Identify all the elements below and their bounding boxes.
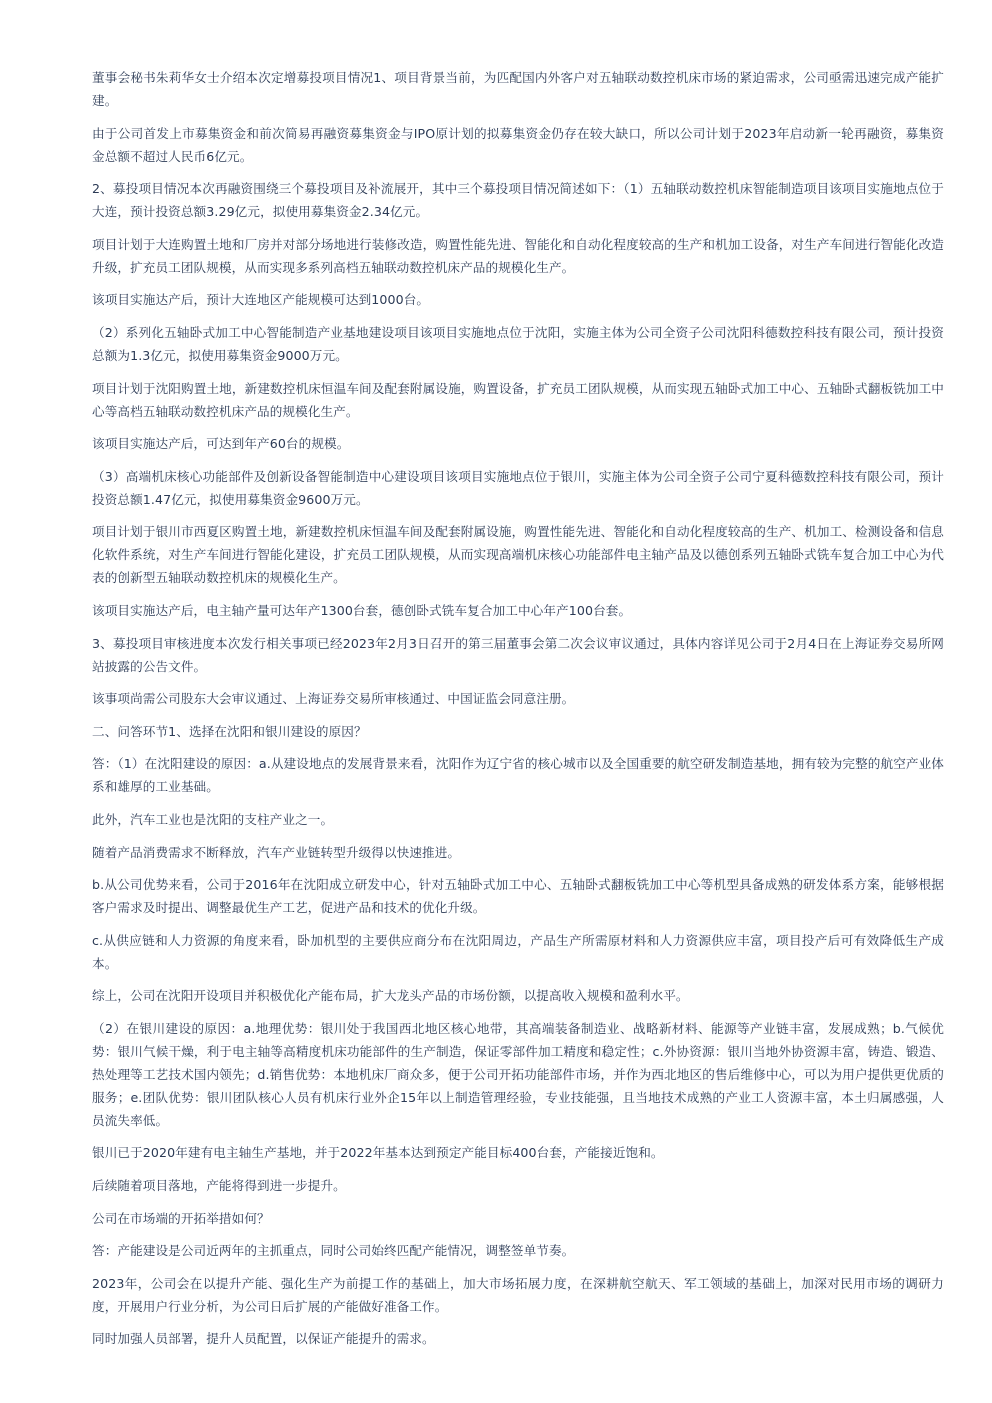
paragraph: 答：产能建设是公司近两年的主抓重点，同时公司始终匹配产能情况，调整签单节奏。 bbox=[92, 1243, 575, 1259]
paragraph: 该项目实施达产后，电主轴产量可达年产1300台套，德创卧式铣车复合加工中心年产100台套。 bbox=[92, 602, 632, 618]
paragraph: （2）在银川建设的原因：a.地理优势：银川处于我国西北地区核心地带，其高端装备制造业、战略新材料、能源等产业链丰富，发展成熟；b.气候优势：银川气候干燥，利于电主轴等高精度机床功能部件的生产制造，保证零部件加工精度和稳定性；c.外协资源：银川当地外协资源丰富，铸造、锻造、热处理等工艺技术国内领先；d.销售优势：本地机床厂商众多，便于公司开拓功能部件市场，并作为西北地区的售后维修中心，可以为用户提供更优质的服务；e.团队优势：银川团队核心人员有机床行业外企15年以上制造管理经验，专业技能强，且当地技术成熟的产业工人资源丰富，本土归属感强，人员流失率低。 bbox=[92, 1020, 944, 1128]
paragraph: 2023年，公司会在以提升产能、强化生产为前提工作的基础上，加大市场拓展力度，在深耕航空航天、军工领域的基础上，加深对民用市场的调研力度，开展用户行业分析，为公司日后扩展的产能做好准备工作。 bbox=[92, 1275, 944, 1314]
paragraph: 该事项尚需公司股东大会审议通过、上海证券交易所审核通过、中国证监会同意注册。 bbox=[92, 691, 575, 707]
paragraph: c.从供应链和人力资源的角度来看，卧加机型的主要供应商分布在沈阳周边，产品生产所需原材料和人力资源供应丰富，项目投产后可有效降低生产成本。 bbox=[92, 932, 944, 971]
paragraph: 项目计划于银川市西夏区购置土地，新建数控机床恒温车间及配套附属设施，购置性能先进、智能化和自动化程度较高的生产、机加工、检测设备和信息化软件系统，对生产车间进行智能化建设，扩充员工团队规模，从而实现高端机床核心功能部件电主轴产品及以德创系列五轴卧式铣车复合加工中心为代表的创新型五轴联动数控机床的规模化生产。 bbox=[92, 524, 944, 586]
paragraph: 随着产品消费需求不断释放，汽车产业链转型升级得以快速推进。 bbox=[92, 844, 461, 860]
paragraph: 2、募投项目情况本次再融资围绕三个募投项目及补流展开，其中三个募投项目情况简述如下：（1）五轴联动数控机床智能制造项目该项目实施地点位于大连，预计投资总额3.29亿元，拟使用募集资金2.34亿元。 bbox=[92, 181, 944, 220]
paragraph: （2）系列化五轴卧式加工中心智能制造产业基地建设项目该项目实施地点位于沈阳，实施主体为公司全资子公司沈阳科德数控科技有限公司，预计投资总额为1.3亿元，拟使用募集资金9000万元。 bbox=[92, 324, 944, 363]
paragraph: 该项目实施达产后，预计大连地区产能规模可达到1000台。 bbox=[92, 292, 430, 308]
paragraph: 答：（1）在沈阳建设的原因：a.从建设地点的发展背景来看，沈阳作为辽宁省的核心城市以及全国重要的航空研发制造基地，拥有较为完整的航空产业体系和雄厚的工业基础。 bbox=[92, 756, 944, 795]
section-heading: 二、问答环节1、选择在沈阳和银川建设的原因？ bbox=[92, 723, 367, 739]
paragraph: 3、募投项目审核进度本次发行相关事项已经2023年2月3日召开的第三届董事会第二次会议审议通过，具体内容详见公司于2月4日在上海证券交易所网站披露的公告文件。 bbox=[92, 635, 944, 674]
paragraph: 项目计划于大连购置土地和厂房并对部分场地进行装修改造，购置性能先进、智能化和自动化程度较高的生产和机加工设备，对生产车间进行智能化改造升级，扩充员工团队规模，从而实现多系列高档五轴联动数控机床产品的规模化生产。 bbox=[92, 236, 944, 275]
paragraph: 此外，汽车工业也是沈阳的支柱产业之一。 bbox=[92, 811, 334, 827]
paragraph: 同时加强人员部署，提升人员配置，以保证产能提升的需求。 bbox=[92, 1331, 435, 1347]
question: 公司在市场端的开拓举措如何？ bbox=[92, 1210, 270, 1226]
paragraph: 银川已于2020年建有电主轴生产基地，并于2022年基本达到预定产能目标400台套，产能接近饱和。 bbox=[92, 1145, 664, 1161]
paragraph: 综上，公司在沈阳开设项目并积极优化产能布局，扩大龙头产品的市场份额，以提高收入规模和盈利水平。 bbox=[92, 988, 689, 1004]
document-body bbox=[92, 66, 944, 1360]
paragraph: 项目计划于沈阳购置土地，新建数控机床恒温车间及配套附属设施，购置设备，扩充员工团队规模，从而实现五轴卧式加工中心、五轴卧式翻板铣加工中心等高档五轴联动数控机床产品的规模化生产。 bbox=[92, 380, 944, 419]
paragraph: 董事会秘书朱莉华女士介绍本次定增募投项目情况1、项目背景当前，为匹配国内外客户对五轴联动数控机床市场的紧迫需求，公司亟需迅速完成产能扩建。 bbox=[92, 70, 944, 108]
paragraph: 该项目实施达产后，可达到年产60台的规模。 bbox=[92, 436, 350, 452]
paragraph: 后续随着项目落地，产能将得到进一步提升。 bbox=[92, 1178, 346, 1194]
paragraph: 由于公司首发上市募集资金和前次简易再融资募集资金与IPO原计划的拟募集资金仍存在较大缺口，所以公司计划于2023年启动新一轮再融资，募集资金总额不超过人民币6亿元。 bbox=[92, 125, 944, 164]
paragraph: （3）高端机床核心功能部件及创新设备智能制造中心建设项目该项目实施地点位于银川，实施主体为公司全资子公司宁夏科德数控科技有限公司，预计投资总额1.47亿元，拟使用募集资金9600万元。 bbox=[92, 468, 944, 507]
paragraph: b.从公司优势来看，公司于2016年在沈阳成立研发中心，针对五轴卧式加工中心、五轴卧式翻板铣加工中心等机型具备成熟的研发体系方案，能够根据客户需求及时提出、调整最优生产工艺，促进产品和技术的优化升级。 bbox=[92, 877, 944, 916]
